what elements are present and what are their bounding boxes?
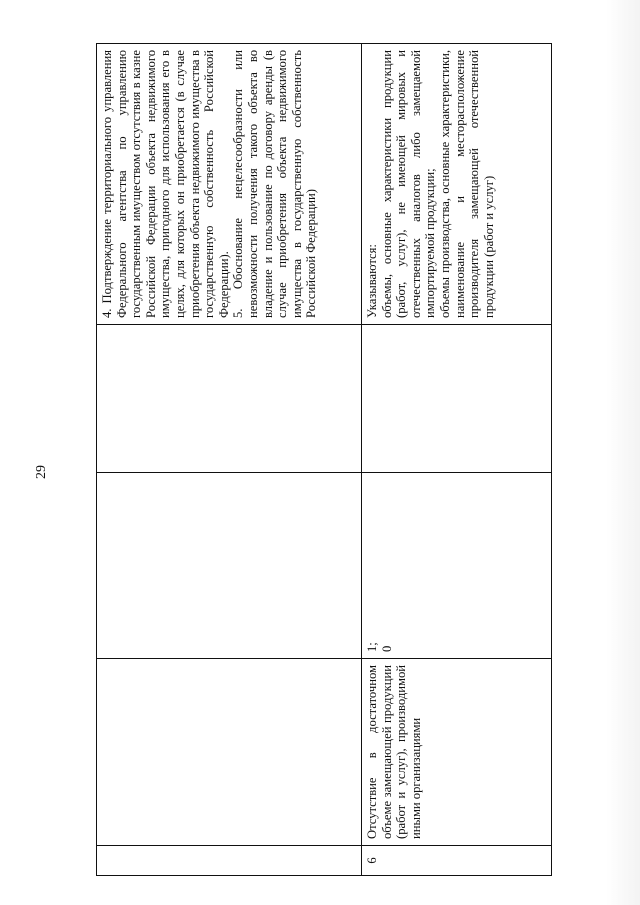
value-line: 1; xyxy=(365,642,379,652)
document-item: Указываются: xyxy=(365,244,379,318)
document-item: 5. Обоснование нецелесообразности или невозможности получения такого объекта во владение и пользование по договору аренды (в случае приобретения объекта недвижимого имущества в государственную собственность Российской Федерации) xyxy=(231,50,319,318)
criteria-table xyxy=(96,43,552,876)
document-item: 4. Подтверждение территориального управления Федерального агентства по управлению государственным имуществом отсутствия в казне Российской Федерации объекта недвижимого имущества, пригодного для использования его в целях, для которых он приобретается (в случае приобретения объекта недвижимого имущества в государственную собственность Российской Федерации). xyxy=(100,50,231,318)
value-cell xyxy=(362,473,552,659)
row-number-cell xyxy=(362,846,552,876)
document-item: объемы производства, основные характеристики, наименование и месторасположение производителя замещающей отечественной продукции (работ и услуг) xyxy=(437,50,496,318)
document-item: объемы, основные характеристики продукции (работ, услуг), не имеющей мировых и отечественных аналогов либо замещаемой импортируемой продукции; xyxy=(379,50,438,318)
criterion-text: Отсутствие в достаточном объеме замещающей продукции (работ и услуг), производимой иными организациями xyxy=(365,665,423,839)
scan-edge-shadow xyxy=(606,0,640,905)
rotated-table-container xyxy=(96,44,551,876)
row-number: 6 xyxy=(365,857,379,864)
empty-cell xyxy=(97,325,362,473)
criterion-cell xyxy=(362,659,552,846)
page-number: 29 xyxy=(34,465,49,479)
empty-cell xyxy=(362,325,552,473)
table-row xyxy=(362,44,552,876)
documents-cell xyxy=(97,44,362,325)
row-number-cell xyxy=(97,846,362,876)
value-cell xyxy=(97,473,362,659)
table-row xyxy=(97,44,362,876)
criterion-cell xyxy=(97,659,362,846)
value-line: 0 xyxy=(379,645,394,652)
documents-cell xyxy=(362,44,552,325)
